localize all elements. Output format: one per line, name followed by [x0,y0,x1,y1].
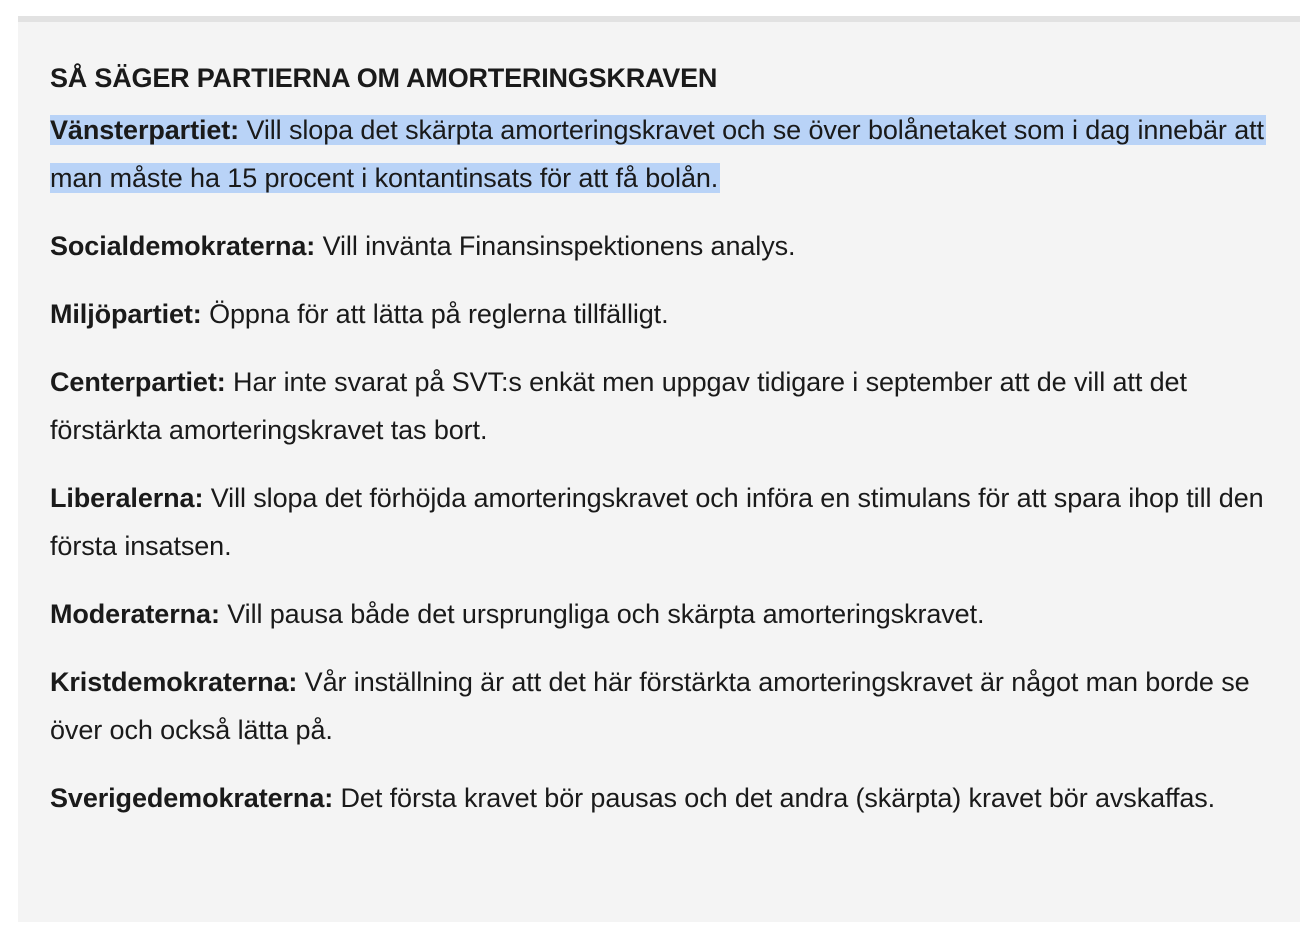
party-name: Miljöpartiet: [50,299,202,329]
party-name: Liberalerna: [50,483,204,513]
party-entry-miljopartiet [50,290,1268,338]
party-name: Sverigedemokraterna: [50,783,334,813]
party-statement: Vill slopa det skärpta amorteringskravet och se över bolånetaket som i dag innebär att man måste ha 15 procent i kontantinsats för att få bolån. [50,115,1264,193]
party-entry-vansterpartiet [50,106,1268,202]
text-selection[interactable] [50,115,1266,193]
party-entry-liberalerna [50,474,1268,570]
party-entry-kristdemokraterna [50,658,1268,754]
party-name: Centerpartiet: [50,367,226,397]
party-entry-centerpartiet [50,358,1268,454]
party-statement: Har inte svarat på SVT:s enkät men uppgav tidigare i september att de vill att det förstärkta amorteringskravet tas bort. [50,367,1187,445]
party-list [50,106,1268,822]
party-name: Socialdemokraterna: [50,231,316,261]
factbox [18,16,1300,922]
party-entry-sverigedemokraterna [50,774,1268,822]
party-name: Moderaterna: [50,599,220,629]
party-entry-moderaterna [50,590,1268,638]
party-statement: Vill pausa både det ursprungliga och skärpta amorteringskravet. [219,599,985,629]
party-statement: Vill invänta Finansinspektionens analys. [315,231,796,261]
party-entry-socialdemokraterna [50,222,1268,270]
factbox-title: SÅ SÄGER PARTIERNA OM AMORTERINGSKRAVEN [50,63,718,93]
party-name: Kristdemokraterna: [50,667,298,697]
party-statement: Vill slopa det förhöjda amorteringskravet och införa en stimulans för att spara ihop till den första insatsen. [50,483,1264,561]
party-statement: Vår inställning är att det här förstärkta amorteringskravet är något man borde se över och också lätta på. [50,667,1250,745]
party-name: Vänsterpartiet: [50,115,240,145]
party-statement: Öppna för att lätta på reglerna tillfälligt. [201,299,669,329]
party-statement: Det första kravet bör pausas och det andra (skärpta) kravet bör avskaffas. [333,783,1216,813]
